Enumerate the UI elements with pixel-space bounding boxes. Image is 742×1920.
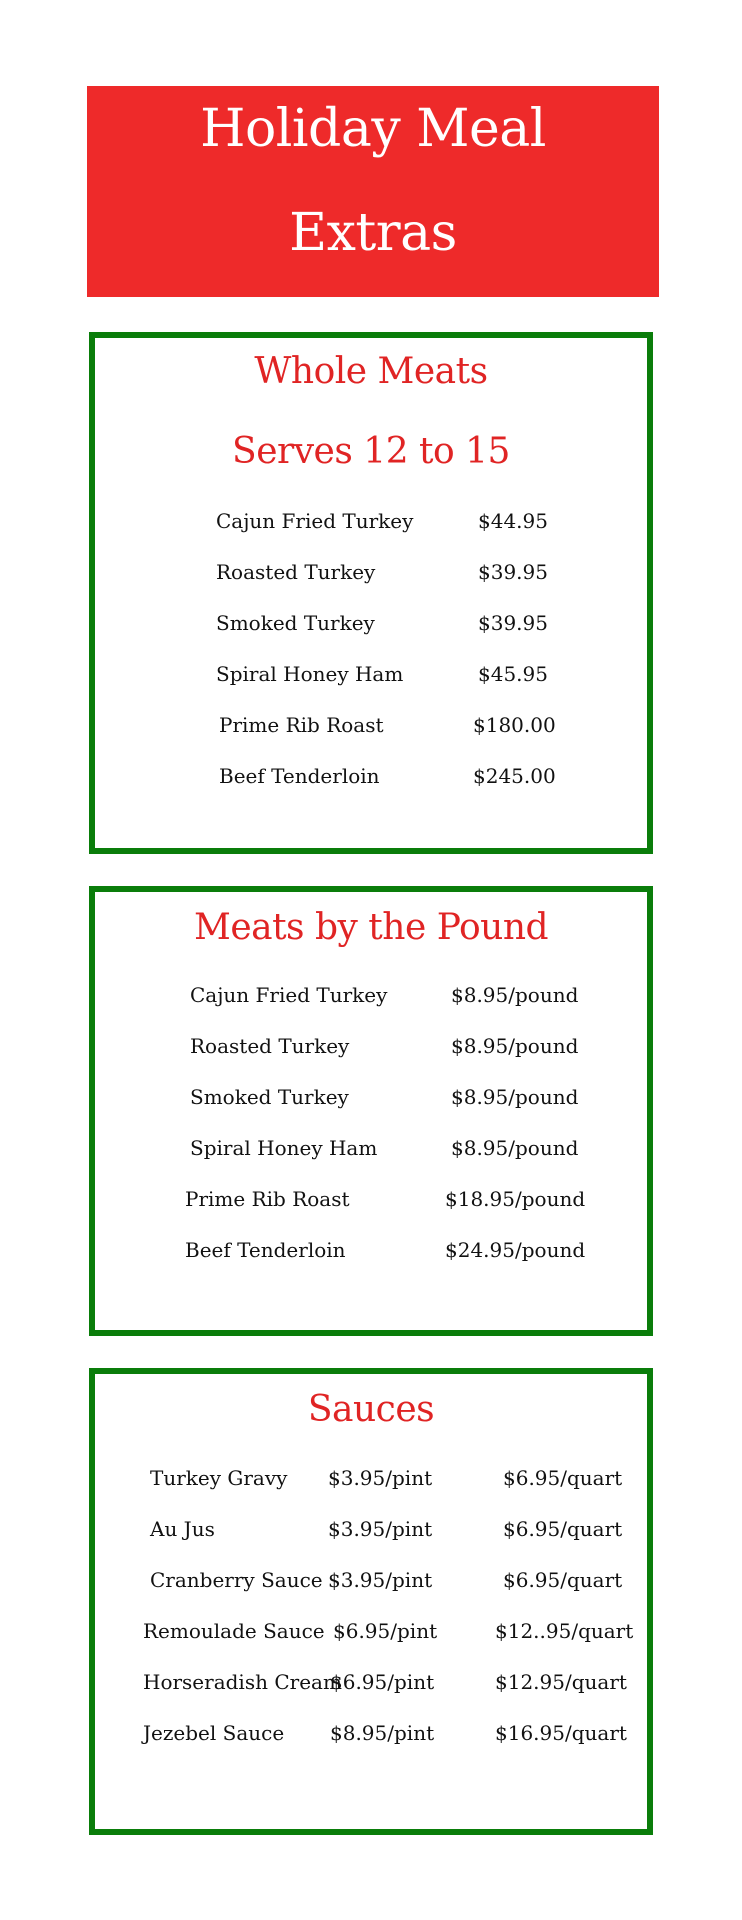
sauce-name: Cranberry Sauce (150, 1568, 323, 1592)
sauce-quart-price: $12..95/quart (495, 1619, 634, 1643)
menu-item-price: $180.00 (473, 713, 556, 737)
menu-item-name: Prime Rib Roast (219, 713, 384, 737)
sauce-pint-price: $3.95/pint (328, 1517, 433, 1541)
sauce-name: Turkey Gravy (150, 1466, 288, 1490)
sauce-pint-price: $3.95/pint (328, 1466, 433, 1490)
menu-item-price: $45.95 (478, 662, 548, 686)
whole-meats-title: Whole Meats (254, 351, 488, 392)
menu-item-price: $245.00 (473, 764, 556, 788)
sauce-name: Jezebel Sauce (143, 1721, 285, 1745)
menu-item-price: $8.95/pound (451, 1085, 579, 1109)
whole-meats-subtitle: Serves 12 to 15 (232, 431, 510, 472)
menu-item-price: $44.95 (478, 509, 548, 533)
menu-item-price: $39.95 (478, 611, 548, 635)
menu-item-price: $8.95/pound (451, 1034, 579, 1058)
sauce-quart-price: $6.95/quart (503, 1466, 623, 1490)
sauce-quart-price: $16.95/quart (495, 1721, 627, 1745)
sauce-name: Horseradish Cream (143, 1670, 342, 1694)
menu-item-price: $39.95 (478, 560, 548, 584)
whole-meats-section (89, 332, 653, 854)
sauce-pint-price: $6.95/pint (333, 1619, 438, 1643)
header-title-line-1: Holiday Meal (200, 99, 546, 159)
menu-item-price: $8.95/pound (451, 983, 579, 1007)
sauce-quart-price: $6.95/quart (503, 1517, 623, 1541)
menu-item-name: Spiral Honey Ham (190, 1136, 378, 1160)
header-title-line-2: Extras (289, 203, 457, 263)
menu-item-price: $24.95/pound (445, 1238, 586, 1262)
menu-item-name: Beef Tenderloin (219, 764, 380, 788)
menu-item-price: $8.95/pound (451, 1136, 579, 1160)
page-header-banner (87, 86, 659, 297)
sauce-name: Au Jus (150, 1517, 215, 1541)
menu-item-name: Cajun Fried Turkey (190, 983, 388, 1007)
menu-item-name: Smoked Turkey (190, 1085, 349, 1109)
sauce-quart-price: $6.95/quart (503, 1568, 623, 1592)
menu-item-name: Smoked Turkey (216, 611, 375, 635)
sauce-quart-price: $12.95/quart (495, 1670, 627, 1694)
meats-by-pound-section (89, 886, 653, 1336)
sauce-pint-price: $3.95/pint (328, 1568, 433, 1592)
menu-item-name: Spiral Honey Ham (216, 662, 404, 686)
sauce-pint-price: $8.95/pint (330, 1721, 435, 1745)
sauces-section (89, 1368, 653, 1835)
sauces-title: Sauces (307, 1389, 435, 1430)
sauce-pint-price: $6.95/pint (330, 1670, 435, 1694)
meats-by-pound-title: Meats by the Pound (193, 907, 549, 948)
menu-item-name: Prime Rib Roast (185, 1187, 350, 1211)
menu-item-price: $18.95/pound (445, 1187, 586, 1211)
menu-item-name: Roasted Turkey (190, 1034, 350, 1058)
menu-item-name: Cajun Fried Turkey (216, 509, 414, 533)
menu-item-name: Beef Tenderloin (185, 1238, 346, 1262)
sauce-name: Remoulade Sauce (143, 1619, 325, 1643)
menu-item-name: Roasted Turkey (216, 560, 376, 584)
